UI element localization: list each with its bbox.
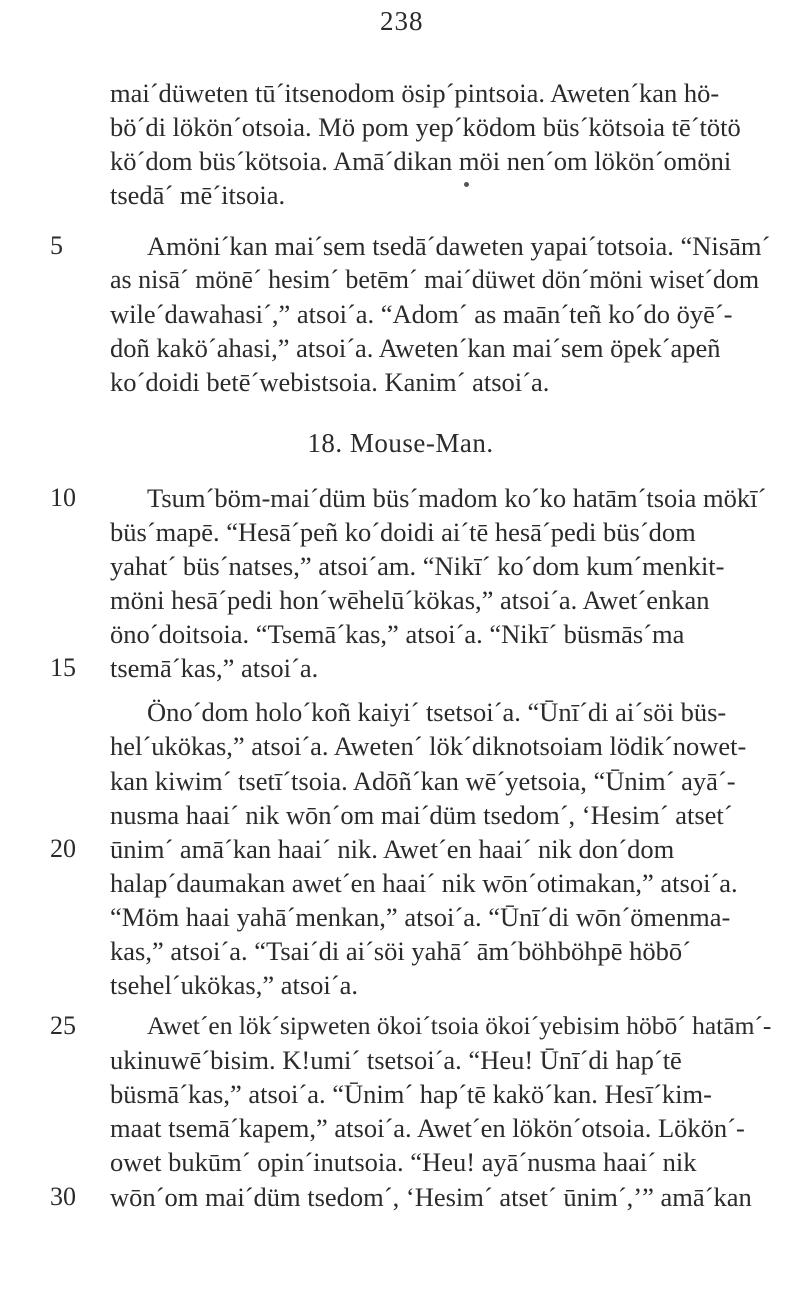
line-number: 20: [50, 834, 76, 863]
text-line: Amöniˊkan maiˊsem tsedāˊdaweten yapaiˊtotsoia. “Nisāmˊ: [147, 231, 771, 261]
section-heading: 18. Mouse-Man.: [307, 428, 494, 458]
text-line: wōnˊom maiˊdüm tsedomˊ, ‘Hesimˊ atsetˊ ūnimˊ,’” amāˊkan: [110, 1182, 752, 1212]
text-line: koˊdoidi betēˊwebistsoia. Kanimˊ atsoiˊa.: [110, 367, 550, 397]
text-line: köˊdom büsˊkötsoia. Amāˊdikan möi nenˊom lökönˊomöni: [110, 146, 732, 176]
text-line: büsˊmapē. “Hesāˊpeñ koˊdoidi aiˊtē hesāˊpedi büsˊdom: [110, 517, 696, 547]
line-number: 5: [50, 231, 63, 260]
text-line: doñ kaköˊahasi,” atsoiˊa. Awetenˊkan maiˊsem öpekˊapeñ: [110, 333, 721, 363]
text-line: owet bukūmˊ opinˊinutsoia. “Heu! ayāˊnusma haaiˊ nik: [110, 1147, 697, 1177]
line-number: 15: [50, 653, 76, 682]
text-line: önoˊdoitsoia. “Tsemāˊkas,” atsoiˊa. “Nikīˊ büsmāsˊma: [110, 619, 685, 649]
page-number: 238: [380, 6, 424, 36]
text-line: as nisāˊ mönēˊ hesimˊ betēmˊ maiˊdüwet dönˊmöni wisetˊdom: [110, 265, 760, 294]
line-number: 30: [50, 1182, 76, 1211]
text-line: “Möm haai yahāˊmenkan,” atsoiˊa. “Ūnīˊdi wōnˊömenma-: [110, 902, 731, 932]
text-line: Awetˊen lökˊsipweten ökoiˊtsoia ökoiˊyebisim höbōˊ hatāmˊ-: [147, 1011, 772, 1040]
text-line: ukinuwēˊbisim. K!umiˊ tsetsoiˊa. “Heu! Ūnīˊdi hapˊtē: [110, 1045, 682, 1075]
text-line: büsmāˊkas,” atsoiˊa. “Ūnimˊ hapˊtē kaköˊkan. Hesīˊkim-: [110, 1079, 712, 1109]
text-line: kan kiwimˊ tsetīˊtsoia. Adōñˊkan wēˊyetsoia, “Ūnimˊ ayāˊ-: [110, 766, 736, 796]
text-line: halapˊdaumakan awetˊen haaiˊ nik wōnˊotimakan,” atsoiˊa.: [110, 868, 738, 898]
line-number: 10: [50, 483, 76, 512]
text-line: yahatˊ büsˊnatses,” atsoiˊam. “Nikīˊ koˊdom kumˊmenkit-: [110, 551, 725, 581]
text-line: Önoˊdom holoˊkoñ kaiyiˊ tsetsoiˊa. “Ūnīˊdi aiˊsöi büs-: [147, 697, 727, 727]
text-line: maat tsemāˊkapem,” atsoiˊa. Awetˊen lökönˊotsoia. Lökönˊ-: [110, 1113, 745, 1143]
text-line: Tsumˊböm-maiˊdüm büsˊmadom koˊko hatāmˊtsoia mökīˊ: [147, 483, 767, 513]
text-line: helˊukökas,” atsoiˊa. Awetenˊ lökˊdiknotsoiam lödikˊnowet-: [110, 731, 747, 761]
text-line: nusma haaiˊ nik wōnˊom maiˊdüm tsedomˊ, ‘Hesimˊ atsetˊ: [110, 800, 733, 830]
text-line: ūnimˊ amāˊkan haaiˊ nik. Awetˊen haaiˊ nik donˊdom: [110, 834, 675, 864]
text-line: kas,” atsoiˊa. “Tsaiˊdi aiˊsöi yahāˊ āmˊböhböhpē höbōˊ: [110, 936, 691, 966]
text-line: tsedāˊ mēˊitsoia.: [110, 180, 286, 210]
text-line: tsehelˊukökas,” atsoiˊa.: [110, 970, 358, 1000]
ink-speck: [464, 182, 469, 187]
text-line: böˊdi lökönˊotsoia. Mö pom yepˊködom büsˊkötsoia tēˊtötö: [110, 112, 741, 142]
line-number: 25: [50, 1011, 76, 1040]
text-line: maiˊdüweten tūˊitsenodom ösipˊpintsoia. Awetenˊkan hö-: [110, 78, 720, 108]
text-line: möni hesāˊpedi honˊwēhelūˊkökas,” atsoiˊa. Awetˊenkan: [110, 585, 710, 615]
text-line: tsemāˊkas,” atsoiˊa.: [110, 653, 319, 683]
text-line: wileˊdawahasiˊ,” atsoiˊa. “Adomˊ as maānˊteñ koˊdo öyēˊ-: [110, 299, 733, 329]
